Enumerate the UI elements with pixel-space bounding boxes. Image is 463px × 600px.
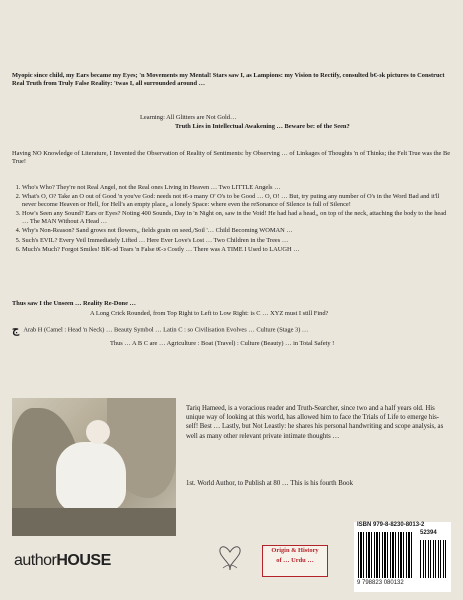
numbered-list [12, 184, 452, 255]
list-item: 4. Why's Non-Reason? Sand grows not flowers,, fields grain on seed,/Soil '… Child Becoming WOMAN … [22, 227, 452, 235]
unseen-line: Thus saw I the Unseen … Reality Re-Done … [12, 300, 136, 307]
list-item: 3. How's Seen any Sound? Ears or Eyes? Noting 400 Sounds, Day in 'n Night on, saw in the Void! He had had a head,, on top of the neck, attaching the body to the head … The MAN Without A Head … [22, 210, 452, 226]
barcode-addon-icon [420, 540, 446, 578]
list-item: 5. Such's EVIL? Every Veil Immediately Lifted … Here Ever Love's Lost … Two Children in the Trees … [22, 237, 452, 245]
publisher-logo: authorHOUSE [14, 552, 111, 569]
arabic-glyph: ج [12, 324, 20, 336]
list-item: 1. Who's Who? They're not Real Angel, not the Real ones Living in Heaven … Two LITTLE Angels … [22, 184, 452, 192]
intro-myopic [12, 72, 452, 88]
list-item: 6. Much's Much? Forgot Smiles! Bl€-϶d Tears 'n False t€-϶ Costly … There was A TIME I Used to LAUGH … [22, 246, 452, 254]
origin-history-box: Origin & History of … Urdu … [262, 545, 328, 577]
price-code: 52394 [420, 530, 437, 536]
author-photo [12, 398, 176, 536]
isbn-number: 9 798823 080132 [357, 580, 404, 586]
isbn-label: ISBN 979-8-8230-8013-2 [357, 522, 425, 528]
barcode-icon [358, 532, 414, 578]
author-bio: Tariq Hameed, is a voracious reader and Truth-Searcher, since two and a half years old. His unique way of looking at this world, has allowed him to face the Trials of Life to emerge his-self! Best … Lastly, but Not Leastly: he shares his personal handwriting and scope analysis, as well as many other relevant private intimate thoughts … [186, 405, 444, 440]
list-item: 2. What's O, O? Take an O out of Good 'n you've God: needs not t€-϶ many O' O's to be Good … O, O! … But, try puting any number of O's in the Word Bad and it'll never become Heaven or Hell, for Hell's an empty place,, a lonely Space: where even the reSonance of Silence is full of Silence! [22, 193, 452, 209]
crick-line: A Long Crick Rounded, from Top Right to Left to Low Right: is C … XYZ must I still Find? [90, 310, 329, 317]
myopic-text: Myopic since child, my Ears became my Eyes; 'n Movements my Mental! Stars saw I, as Lampions: my Vision to Rectify, consulted b€-϶k pictures to Construct Real Truth from Truly False Reality: 'twas I, all surrounded around … [12, 72, 445, 88]
learning-line-2: Truth Lies in Intellectual Awakening … Beware be: of the Seen? [175, 123, 350, 130]
arabic-line-2: Thus … A B C are … Agriculture : Boat (Travel) : Culture (Beauty) … in Total Safety ! [110, 340, 335, 347]
author-footer: 1st. World Author, to Publish at 80 … This is his fourth Book [186, 480, 353, 487]
heart-logo-icon [214, 540, 246, 576]
arabic-line-1: ج Arab H (Camel : Head 'n Neck) … Beauty Symbol … Latin C : so Civilisation Evolves … Culture (Stage 3) … [12, 324, 309, 336]
learning-line-1: Learning: All Glitters are Not Gold… [140, 114, 237, 121]
intro-knowledge: Having NO Knowledge of Literature, I Invented the Observation of Reality of Sentiments: by Observing … of Linkages of Thoughts 'n of Thinks; the Felt True was the Be True! [12, 150, 451, 166]
